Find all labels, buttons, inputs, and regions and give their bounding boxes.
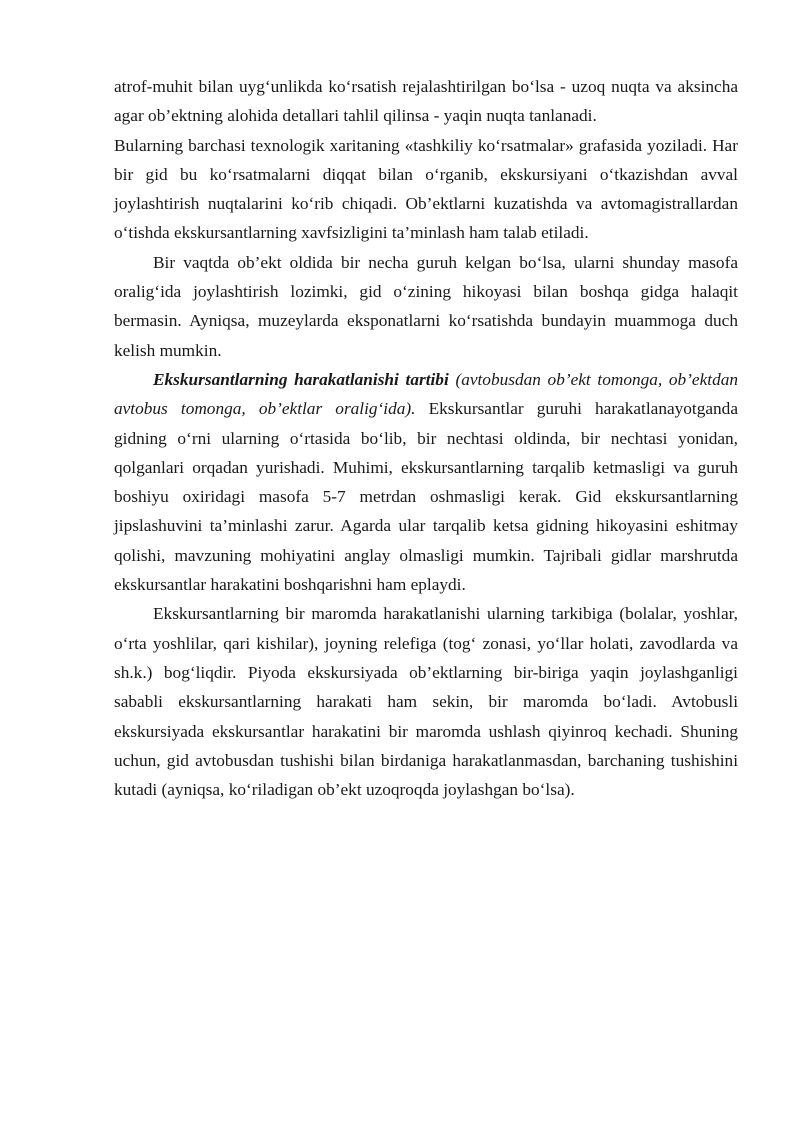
paragraph-4-body: Ekskursantlar guruhi harakatlanayotganda gidning o‘rni ularning o‘rtasida bo‘lib, bir nechtasi oldinda, bir nechtasi yonidan, qolganlari orqadan yurishadi. Muhimi, ekskursantlarning tarqalib ketmasligi va guruh boshiyu oxiridagi masofa 5-7 metrdan oshmasligi kerak. Gid ekskursantlarning jipslashuvini ta’minlashi zarur. Agarda ular tarqalib ketsa gidning hikoyasini eshitmay qolishi, mavzuning mohiyatini anglay olmasligi mumkin. Tajribali gidlar marshrutda ekskursantlar harakatini boshqarishni ham eplaydi. xyxy=(114,399,738,595)
paragraph-4 xyxy=(114,365,738,599)
section-heading: Ekskursantlarning harakatlanishi tartibi xyxy=(153,369,449,389)
paragraph-3: Bir vaqtda ob’ekt oldida bir necha guruh kelgan bo‘lsa, ularni shunday masofa oralig‘ida joylashtirish lozimki, gid o‘zining hikoyasi bilan boshqa gidga halaqit bermasin. Ayniqsa, muzeylarda eksponatlarni ko‘rsatishda bundayin muammoga duch kelish mumkin. xyxy=(114,252,738,360)
document-page xyxy=(114,72,738,804)
paragraph-2: Bularning barchasi texnologik xaritaning «tashkiliy ko‘rsatmalar» grafasida yoziladi. Har bir gid bu ko‘rsatmalarni diqqat bilan o‘rganib, ekskursiyani o‘tkazishdan avval joylashtirish nuqtalarini ko‘rib chiqadi. Ob’ektlarni kuzatishda va avtomagistrallardan o‘tishda ekskursantlarning xavfsizligini ta’minlash ham talab etiladi. xyxy=(114,135,738,243)
paragraph-5: Ekskursantlarning bir maromda harakatlanishi ularning tarkibiga (bolalar, yoshlar, o‘rta yoshlilar, qari kishilar), joyning relefiga (tog‘ zonasi, yo‘llar holati, zavodlarda va sh.k.) bog‘liqdir. Piyoda ekskursiyada ob’ektlarning bir-biriga yaqin joylashganligi sababli ekskursantlarning harakati ham sekin, bir maromda bo‘ladi. Avtobusli ekskursiyada ekskursantlar harakatini bir maromda ushlash qiyinroq kechadi. Shuning uchun, gid avtobusdan tushishi bilan birdaniga harakatlanmasdan, barchaning tushishini kutadi (ayniqsa, ko‘riladigan ob’ekt uzoqroqda joylashgan bo‘lsa). xyxy=(114,604,738,800)
paragraph-1: atrof-muhit bilan uyg‘unlikda ko‘rsatish rejalashtirilgan bo‘lsa - uzoq nuqta va aksincha agar ob’ektning alohida detallari tahlil qilinsa - yaqin nuqta tanlanadi. xyxy=(114,77,738,126)
section-subheading: (avtobusdan ob’ekt tomonga, ob’ektdan avtobus tomonga, ob’ektlar oralig‘ida). xyxy=(114,369,738,419)
